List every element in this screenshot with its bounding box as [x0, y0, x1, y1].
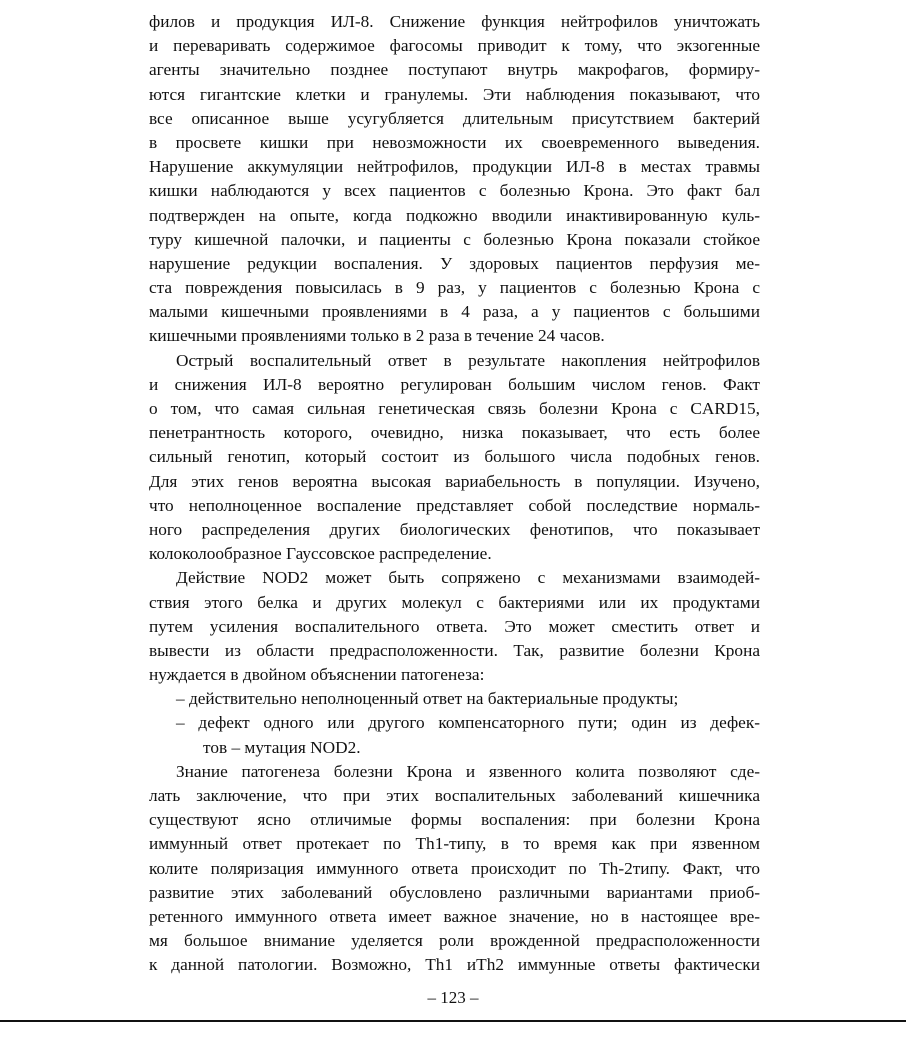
- text-line: ного распределения других биологических фенотипов, что показывает: [149, 519, 760, 539]
- text-line: о том, что самая сильная генетическая связь болезни Крона с CARD15,: [149, 399, 760, 418]
- list-item-continuation: тов – мутация NOD2.: [203, 737, 361, 757]
- text-line: ретенного иммунного ответа имеет важное значение, но в настоящее вре-: [149, 906, 760, 926]
- text-line: и переваривать содержимое фагосомы приводит к тому, что экзогенные: [149, 36, 760, 56]
- text-line: иммунный ответ протекает по Th1-типу, в то время как при язвенном: [149, 834, 760, 854]
- page-number: – 123 –: [427, 988, 479, 1007]
- text-line: лать заключение, что при этих воспалительных заболеваний кишечника: [149, 786, 760, 805]
- text-line: к данной патологии. Возможно, Th1 иTh2 иммунные ответы фактически: [149, 955, 760, 975]
- text-line: филов и продукция ИЛ-8. Снижение функция нейтрофилов уничтожать: [149, 12, 760, 31]
- paragraph-end-line: колоколообразное Гауссовское распределение.: [149, 544, 492, 564]
- bottom-divider: [0, 1020, 906, 1022]
- paragraph-first-line: Знание патогенеза болезни Крона и язвенного колита позволяют сде-: [176, 761, 760, 781]
- text-line: Нарушение аккумуляции нейтрофилов, продукции ИЛ-8 в местах травмы: [149, 157, 760, 177]
- text-line: все описанное выше усугубляется длительным присутствием бактерий: [149, 108, 760, 128]
- paragraph-end-line: нуждается в двойном объяснении патогенеза:: [149, 665, 485, 685]
- text-line: нарушение редукции воспаления. У здоровых пациентов перфузия ме-: [149, 253, 760, 273]
- text-line: развитие этих заболеваний обусловлено различными вариантами приоб-: [149, 882, 760, 902]
- text-line: путем усиления воспалительного ответа. Это может сместить ответ и: [149, 616, 760, 636]
- list-item: – дефект одного или другого компенсаторного пути; один из дефек-: [176, 713, 760, 733]
- list-item: – действительно неполноценный ответ на бактериальные продукты;: [176, 689, 679, 709]
- text-line: туру кишечной палочки, и пациенты с болезнью Крона показали стойкое: [149, 229, 760, 249]
- text-line: Для этих генов вероятна высокая вариабельность в популяции. Изучено,: [149, 471, 760, 491]
- text-line: и снижения ИЛ-8 вероятно регулирован большим числом генов. Факт: [149, 374, 760, 394]
- text-line: мя большое внимание уделяется роли врожденной предрасположенности: [149, 931, 760, 951]
- text-line: ствия этого белка и других молекул с бактериями или их продуктами: [149, 592, 760, 612]
- text-line: сильный генотип, который состоит из большого числа подобных генов.: [149, 447, 760, 467]
- text-line: пенетрантность которого, очевидно, низка показывает, что есть более: [149, 423, 760, 443]
- paragraph-first-line: Острый воспалительный ответ в результате накопления нейтрофилов: [176, 350, 760, 370]
- text-line: что неполноценное воспаление представляет собой последствие нормаль-: [149, 495, 760, 515]
- text-line: кишки наблюдаются у всех пациентов с болезнью Крона. Это факт бал: [149, 181, 760, 201]
- text-line: ста повреждения повысилась в 9 раз, у пациентов с болезнью Крона с: [149, 278, 760, 298]
- text-line: подтвержден на опыте, когда подкожно вводили инактивированную куль-: [149, 205, 760, 225]
- text-line: в просвете кишки при невозможности их своевременного выведения.: [149, 132, 760, 152]
- text-line: вывести из области предрасположенности. Так, развитие болезни Крона: [149, 640, 760, 660]
- text-line: ются гигантские клетки и гранулемы. Эти наблюдения показывают, что: [149, 84, 760, 104]
- text-line: малыми кишечными проявлениями в 4 раза, а у пациентов с большими: [149, 302, 760, 322]
- paragraph-first-line: Действие NOD2 может быть сопряжено с механизмами взаимодей-: [176, 568, 760, 588]
- paragraph-end-line: кишечными проявлениями только в 2 раза в течение 24 часов.: [149, 326, 605, 346]
- text-line: существуют ясно отличимые формы воспаления: при болезни Крона: [149, 810, 760, 830]
- text-line: колите поляризация иммунного ответа происходит по Th-2типу. Факт, что: [149, 858, 760, 878]
- document-page: [149, 10, 760, 978]
- text-line: агенты значительно позднее поступают внутрь макрофагов, формиру-: [149, 60, 760, 80]
